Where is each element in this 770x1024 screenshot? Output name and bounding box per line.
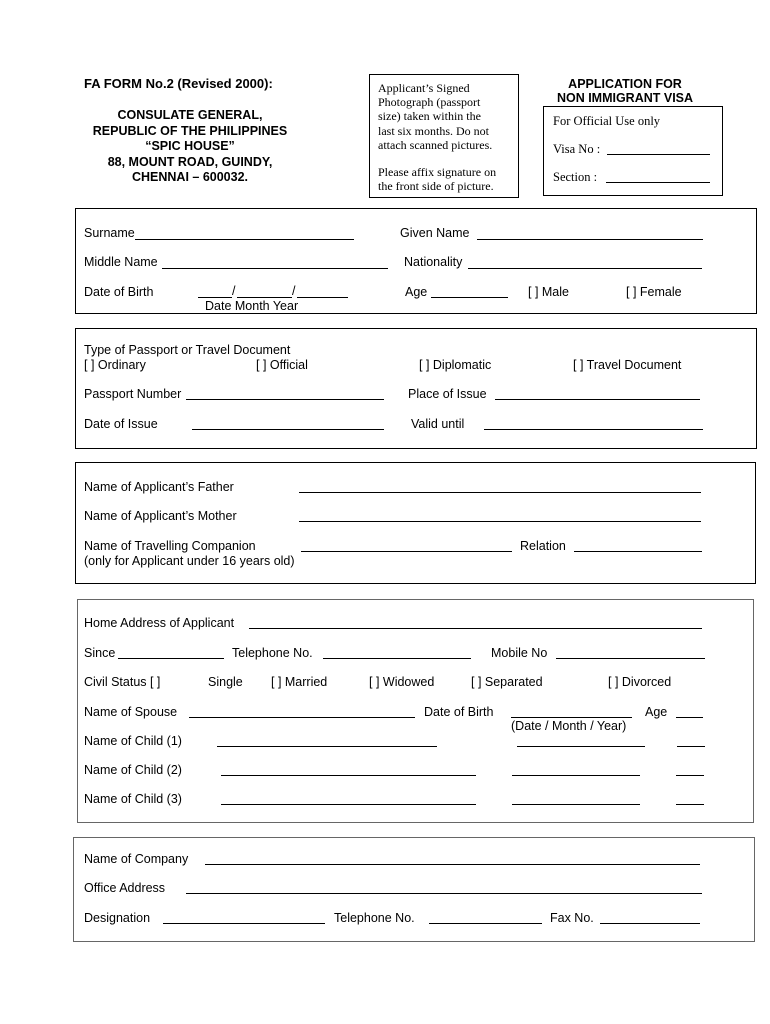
consulate-line: CONSULATE GENERAL, xyxy=(117,108,263,122)
given-name-label: Given Name xyxy=(400,226,470,240)
relation-label: Relation xyxy=(520,539,566,553)
child-1-dob-field[interactable] xyxy=(517,746,645,747)
signature-instructions xyxy=(378,165,496,193)
age-label: Age xyxy=(405,285,428,299)
visa-no-label: Visa No : xyxy=(553,142,601,156)
child-3-age-field[interactable] xyxy=(676,804,704,805)
office-telephone-label: Telephone No. xyxy=(334,911,415,925)
place-of-issue-label: Place of Issue xyxy=(408,387,487,401)
dob-day-field[interactable] xyxy=(198,297,232,298)
companion-note: (only for Applicant under 16 years old) xyxy=(84,554,295,568)
spouse-name-field[interactable] xyxy=(189,717,415,718)
given-name-field[interactable] xyxy=(477,239,703,240)
telephone-field[interactable] xyxy=(323,658,471,659)
photo-note-line: attach scanned pictures. xyxy=(378,137,493,152)
title-line: NON IMMIGRANT VISA xyxy=(556,91,694,105)
signature-note-line: the front side of picture. xyxy=(378,179,494,194)
nationality-label: Nationality xyxy=(404,255,463,269)
relation-field[interactable] xyxy=(574,551,702,552)
valid-until-field[interactable] xyxy=(484,429,703,430)
office-address-label: Office Address xyxy=(84,881,166,895)
consulate-line: CHENNAI – 600032. xyxy=(131,170,249,184)
male-checkbox[interactable]: [ ] Male xyxy=(528,285,569,299)
ordinary-checkbox[interactable]: [ ] Ordinary xyxy=(84,358,146,372)
company-name-field[interactable] xyxy=(205,864,700,865)
office-telephone-field[interactable] xyxy=(429,923,542,924)
spouse-age-field[interactable] xyxy=(676,717,703,718)
consulate-line: REPUBLIC OF THE PHILIPPINES xyxy=(92,123,288,138)
mother-name-field[interactable] xyxy=(299,521,701,522)
telephone-label: Telephone No. xyxy=(232,646,313,660)
official-use-box xyxy=(543,106,723,196)
company-name-label: Name of Company xyxy=(84,852,189,866)
passport-number-label: Passport Number xyxy=(84,387,182,401)
since-field[interactable] xyxy=(118,658,224,659)
visa-no-field[interactable] xyxy=(607,154,710,155)
dob-month-field[interactable] xyxy=(237,297,292,298)
middle-name-label: Middle Name xyxy=(84,255,158,269)
civil-status-label[interactable]: Civil Status [ ] xyxy=(84,675,161,689)
married-checkbox[interactable]: [ ] Married xyxy=(271,675,328,689)
mother-name-label: Name of Applicant’s Mother xyxy=(84,509,237,523)
child-2-label: Name of Child (2) xyxy=(84,763,182,777)
child-3-name-field[interactable] xyxy=(221,804,476,805)
child-1-name-field[interactable] xyxy=(217,746,437,747)
office-address-field[interactable] xyxy=(186,893,702,894)
spouse-age-label: Age xyxy=(645,705,668,719)
child-2-age-field[interactable] xyxy=(676,775,704,776)
passport-type-label: Type of Passport or Travel Document xyxy=(84,343,291,357)
photo-note-line: size) taken within the xyxy=(378,109,481,124)
dob-label: Date of Birth xyxy=(84,285,154,299)
middle-name-field[interactable] xyxy=(162,268,388,269)
companion-name-label: Name of Travelling Companion xyxy=(84,539,256,553)
child-3-dob-field[interactable] xyxy=(512,804,640,805)
spouse-name-label: Name of Spouse xyxy=(84,705,178,719)
divorced-checkbox[interactable]: [ ] Divorced xyxy=(608,675,672,689)
dob-year-field[interactable] xyxy=(297,297,348,298)
companion-name-field[interactable] xyxy=(301,551,512,552)
date-of-issue-label: Date of Issue xyxy=(84,417,158,431)
age-field[interactable] xyxy=(431,297,508,298)
spouse-dob-field[interactable] xyxy=(511,717,632,718)
diplomatic-checkbox[interactable]: [ ] Diplomatic xyxy=(419,358,492,372)
dob-separator: / xyxy=(232,284,236,298)
travel-document-checkbox[interactable]: [ ] Travel Document xyxy=(573,358,682,372)
signature-note-line: Please affix signature on xyxy=(378,165,497,179)
surname-field[interactable] xyxy=(135,239,354,240)
child-1-age-field[interactable] xyxy=(677,746,705,747)
title-line: APPLICATION FOR xyxy=(568,77,682,91)
separated-checkbox[interactable]: [ ] Separated xyxy=(471,675,543,689)
date-of-issue-field[interactable] xyxy=(192,429,384,430)
fax-label: Fax No. xyxy=(550,911,594,925)
form-title xyxy=(545,77,705,105)
consulate-line: 88, MOUNT ROAD, GUINDY, xyxy=(107,154,273,169)
surname-label: Surname xyxy=(84,226,135,240)
photo-note-line: last six months. Do not xyxy=(378,123,490,138)
consulate-line: “SPIC HOUSE” xyxy=(145,139,235,153)
official-use-label: For Official Use only xyxy=(553,114,661,128)
father-name-field[interactable] xyxy=(299,492,701,493)
photo-instructions xyxy=(378,81,492,152)
mobile-field[interactable] xyxy=(556,658,705,659)
child-3-label: Name of Child (3) xyxy=(84,792,182,806)
consulate-address xyxy=(75,108,305,186)
dob-format-hint: Date Month Year xyxy=(205,299,299,313)
passport-number-field[interactable] xyxy=(186,399,384,400)
mobile-label: Mobile No xyxy=(491,646,548,660)
home-address-label: Home Address of Applicant xyxy=(84,616,235,630)
father-name-label: Name of Applicant’s Father xyxy=(84,480,234,494)
section-label: Section : xyxy=(553,170,598,184)
spouse-dob-label: Date of Birth xyxy=(424,705,494,719)
home-address-field[interactable] xyxy=(249,628,702,629)
photo-note-line: Photograph (passport xyxy=(378,95,481,110)
child-2-dob-field[interactable] xyxy=(512,775,640,776)
widowed-checkbox[interactable]: [ ] Widowed xyxy=(369,675,435,689)
designation-label: Designation xyxy=(84,911,151,925)
date-format-hint: (Date / Month / Year) xyxy=(511,719,627,733)
place-of-issue-field[interactable] xyxy=(495,399,700,400)
form-number: FA FORM No.2 (Revised 2000): xyxy=(84,76,273,91)
valid-until-label: Valid until xyxy=(411,417,465,431)
fax-field[interactable] xyxy=(600,923,700,924)
section-field[interactable] xyxy=(606,182,710,183)
designation-field[interactable] xyxy=(163,923,325,924)
child-1-label: Name of Child (1) xyxy=(84,734,182,748)
official-checkbox[interactable]: [ ] Official xyxy=(256,358,308,372)
photo-note-line: Applicant’s Signed xyxy=(378,81,470,95)
child-2-name-field[interactable] xyxy=(221,775,476,776)
nationality-field[interactable] xyxy=(468,268,702,269)
dob-separator: / xyxy=(292,284,296,298)
female-checkbox[interactable]: [ ] Female xyxy=(626,285,682,299)
since-label: Since xyxy=(84,646,116,660)
single-label: Single xyxy=(208,675,243,689)
photograph-box[interactable] xyxy=(369,74,519,198)
